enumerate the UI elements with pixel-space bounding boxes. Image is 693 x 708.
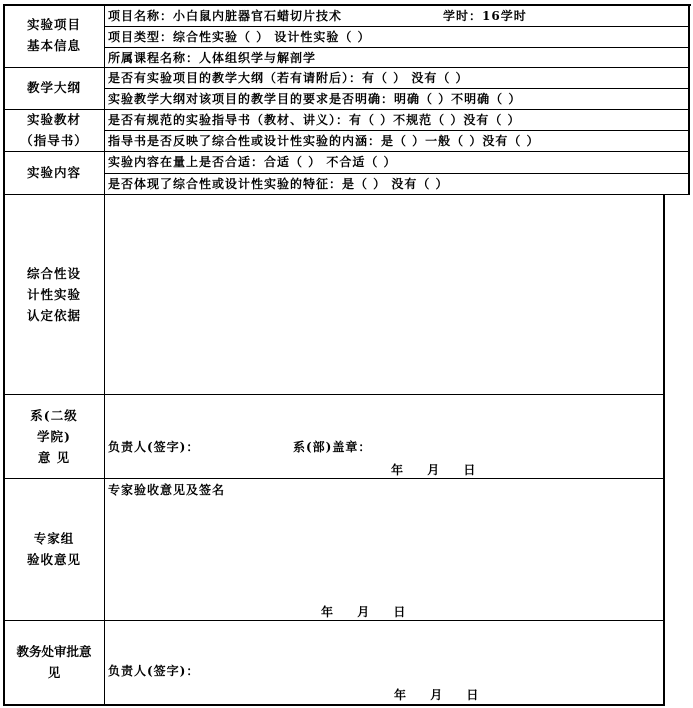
project-hours: 学时：16学时 [443,9,527,23]
textbook-question-2: 指导书是否反映了综合性或设计性实验的内涵：是（ ）一般（ ）没有（ ） [108,134,540,148]
content-label: 实验内容 [26,165,81,180]
section-divider [3,67,689,68]
textbook-label-line2: （指导书） [20,133,88,148]
row-divider [104,173,689,174]
academic-affairs-signer[interactable]: 负责人(签字)： [108,664,200,678]
department-signer[interactable]: 负责人(签字)： [108,440,200,454]
content-question-1: 实验内容在量上是否合适：合适（ ） 不合适（ ） [108,155,397,169]
section-divider [3,109,689,110]
academic-affairs-date[interactable] [394,686,478,703]
department-label-line3: 意 见 [37,450,71,465]
department-date-month: 月 [427,463,440,477]
expert-date-month: 月 [357,605,370,619]
section-divider [3,478,664,479]
syllabus-label: 教学大纲 [26,80,81,95]
basis-label [4,263,104,326]
expert-date[interactable] [321,603,405,620]
project-name: 项目名称：小白鼠内脏器官石蜡切片技术 [108,9,343,23]
expert-input-area[interactable] [105,500,663,600]
academic-affairs-date-month: 月 [430,688,443,702]
department-date-year: 年 [391,463,404,477]
expert-prompt: 专家验收意见及签名 [108,483,226,497]
basic-info-label-line2: 基本信息 [26,38,81,53]
syllabus-question-1: 是否有实验项目的教学大纲（若有请附后）：有（ ） 没有（ ） [108,71,469,85]
academic-affairs-date-day: 日 [466,688,479,702]
academic-affairs-label-line2: 见 [47,665,61,680]
department-label [4,405,104,468]
expert-label-line1: 专家组 [33,531,75,546]
top-table-right-border [688,4,690,195]
section-divider [3,151,689,152]
department-stamp[interactable]: 系(部)盖章： [293,440,372,454]
row-divider [104,88,689,89]
section-divider [3,620,664,621]
basis-input-area[interactable] [105,195,663,394]
academic-affairs-label [4,641,104,683]
textbook-question-1: 是否有规范的实验指导书（教材、讲义）：有（ ）不规范（ ）没有（ ） [108,113,521,127]
section-divider [3,394,664,395]
basis-label-line1: 综合性设 [26,266,81,281]
textbook-label [4,109,104,151]
row-divider [104,47,689,48]
content-question-2: 是否体现了综合性或设计性实验的特征：是（ ） 没有（ ） [108,177,449,191]
basis-label-line2: 计性实验 [26,287,81,302]
department-date-day: 日 [463,463,476,477]
lower-table-right-border [663,194,665,706]
expert-date-year: 年 [321,605,334,619]
department-label-line2: 学院) [37,429,71,444]
textbook-label-line1: 实验教材 [26,112,81,127]
department-label-line1: 系(二级 [30,408,78,423]
syllabus-question-2: 实验教学大纲对该项目的教学目的要求是否明确：明确（ ）不明确（ ） [108,92,522,106]
expert-label-line2: 验收意见 [26,552,81,567]
basis-label-line3: 认定依据 [26,308,81,323]
row-divider [104,130,689,131]
basic-info-label-line1: 实验项目 [26,17,81,32]
expert-label [4,528,104,570]
project-type: 项目类型：综合性实验（ ） 设计性实验（ ） [108,30,371,44]
academic-affairs-date-year: 年 [394,688,407,702]
course-name: 所属课程名称：人体组织学与解剖学 [108,51,317,65]
academic-affairs-label-line1: 教务处审批意 [16,644,92,659]
table-bottom-border [3,704,665,706]
expert-date-day: 日 [393,605,406,619]
basic-info-label [4,14,104,56]
row-divider [104,26,689,27]
table-top-border [3,4,691,6]
department-date[interactable] [391,461,475,478]
